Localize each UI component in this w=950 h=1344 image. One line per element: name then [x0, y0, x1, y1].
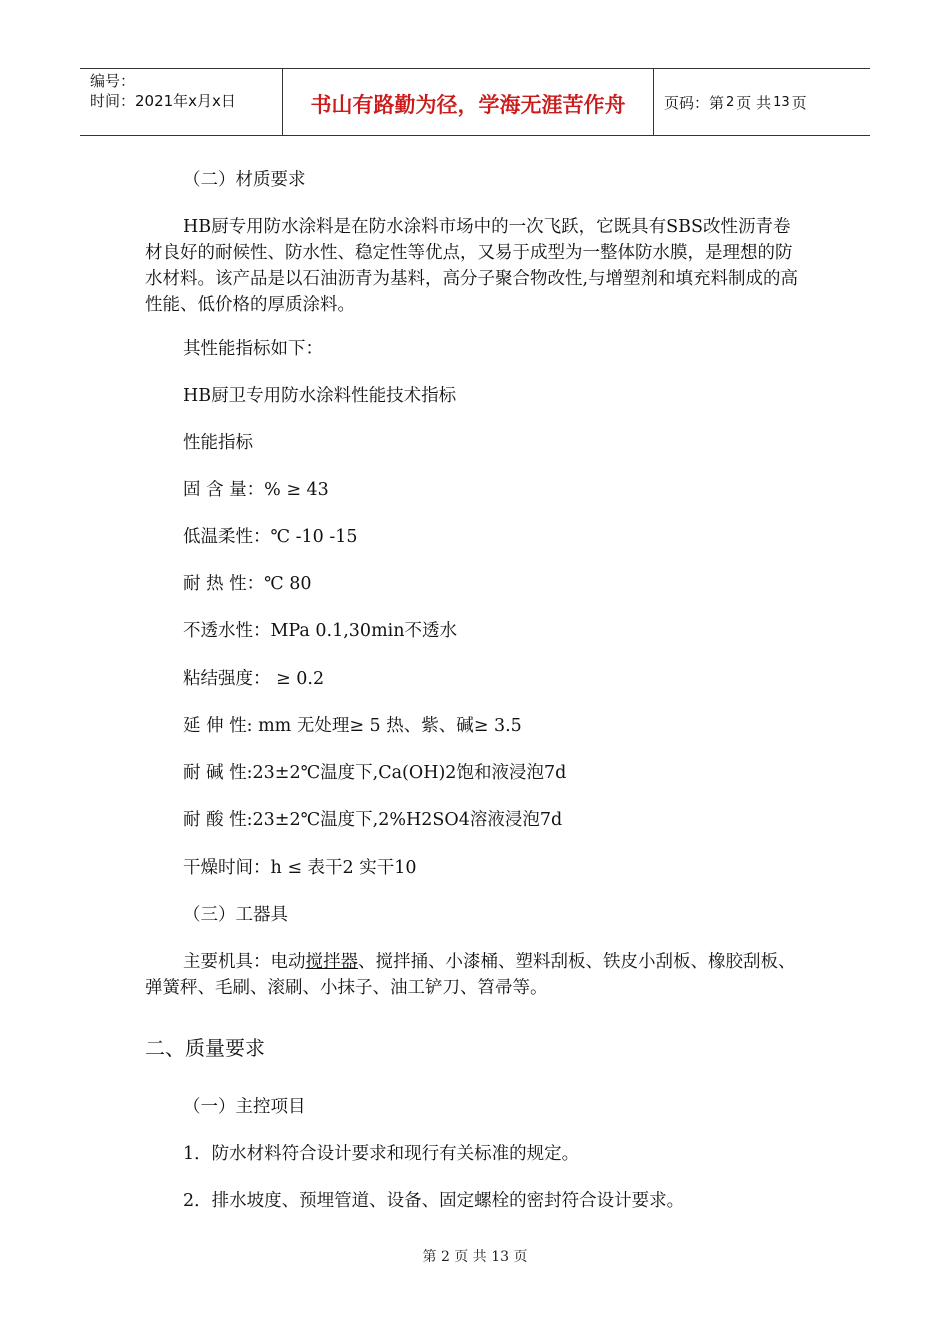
spec-solid-content: 固 含 量：% ≥ 43: [183, 480, 329, 500]
spec-bond-strength: 粘结强度： ≥ 0.2: [183, 669, 325, 689]
document-number-label: 编号：: [90, 72, 136, 90]
section-heading-quality: 二、质量要求: [145, 1036, 265, 1060]
page-prefix: 页码：第: [664, 93, 725, 112]
spec-acid-resistance: 耐 酸 性:23±2℃温度下,2%H2SO4溶液浸泡7d: [183, 810, 563, 830]
item-materials: 1．防水材料符合设计要求和现行有关标准的规定。: [183, 1144, 580, 1164]
header-motto: 书山有路勤为径，学海无涯苦作舟: [282, 69, 654, 135]
performance-title: HB厨卫专用防水涂料性能技术指标: [183, 386, 457, 406]
page-mid: 页 共: [736, 93, 772, 112]
spec-impermeability: 不透水性：MPa 0.1,30min不透水: [183, 621, 458, 641]
section-heading-tools: （三）工器具: [183, 905, 288, 925]
tools-rest: 、搅拌捅、小漆桶、塑料刮板、铁皮小刮板、橡胶刮板、弹簧秤、毛刷、滚刷、小抹子、油工铲刀、笤帚等。: [145, 952, 796, 998]
performance-intro: 其性能指标如下：: [183, 339, 323, 359]
header-meta: [80, 69, 282, 135]
page-footer: 第 2 页 共 13 页: [422, 1249, 528, 1265]
document-date: 时间：2021年x月x日: [90, 92, 236, 110]
page-number: 2: [726, 94, 735, 110]
spec-alkali-resistance: 耐 碱 性:23±2℃温度下,Ca(OH)2饱和液浸泡7d: [183, 763, 567, 783]
page-suffix: 页: [791, 93, 807, 112]
header-page-info: [654, 69, 870, 135]
spec-drying-time: 干燥时间：h ≤ 表干2 实干10: [183, 858, 417, 878]
spec-low-temp-flex: 低温柔性：℃ -10 -15: [183, 527, 358, 547]
page-header: [80, 68, 870, 136]
intro-paragraph: HB厨专用防水涂料是在防水涂料市场中的一次飞跃，它既具有SBS改性沥青卷材良好的耐候性、防水性、稳定性等优点，又易于成型为一整体防水膜，是理想的防水材料。该产品是以石油沥青为基料，高分子聚合物改性,与增塑剂和填充料制成的高性能、低价格的厚质涂料。: [145, 217, 799, 315]
tools-prefix: 主要机具：电动: [183, 952, 306, 972]
spec-elongation: 延 伸 性: mm 无处理≥ 5 热、紫、碱≥ 3.5: [183, 716, 522, 736]
section-heading-main-items: （一）主控项目: [183, 1097, 306, 1117]
mixer-link[interactable]: 搅拌器: [305, 952, 358, 972]
page-total: 13: [773, 94, 790, 110]
section-heading-material: （二）材质要求: [183, 170, 306, 190]
tools-paragraph: [145, 949, 805, 1001]
spec-heat-resistance: 耐 热 性：℃ 80: [183, 574, 312, 594]
performance-heading: 性能指标: [183, 433, 253, 453]
item-drainage: 2．排水坡度、预埋管道、设备、固定螺栓的密封符合设计要求。: [183, 1191, 685, 1211]
